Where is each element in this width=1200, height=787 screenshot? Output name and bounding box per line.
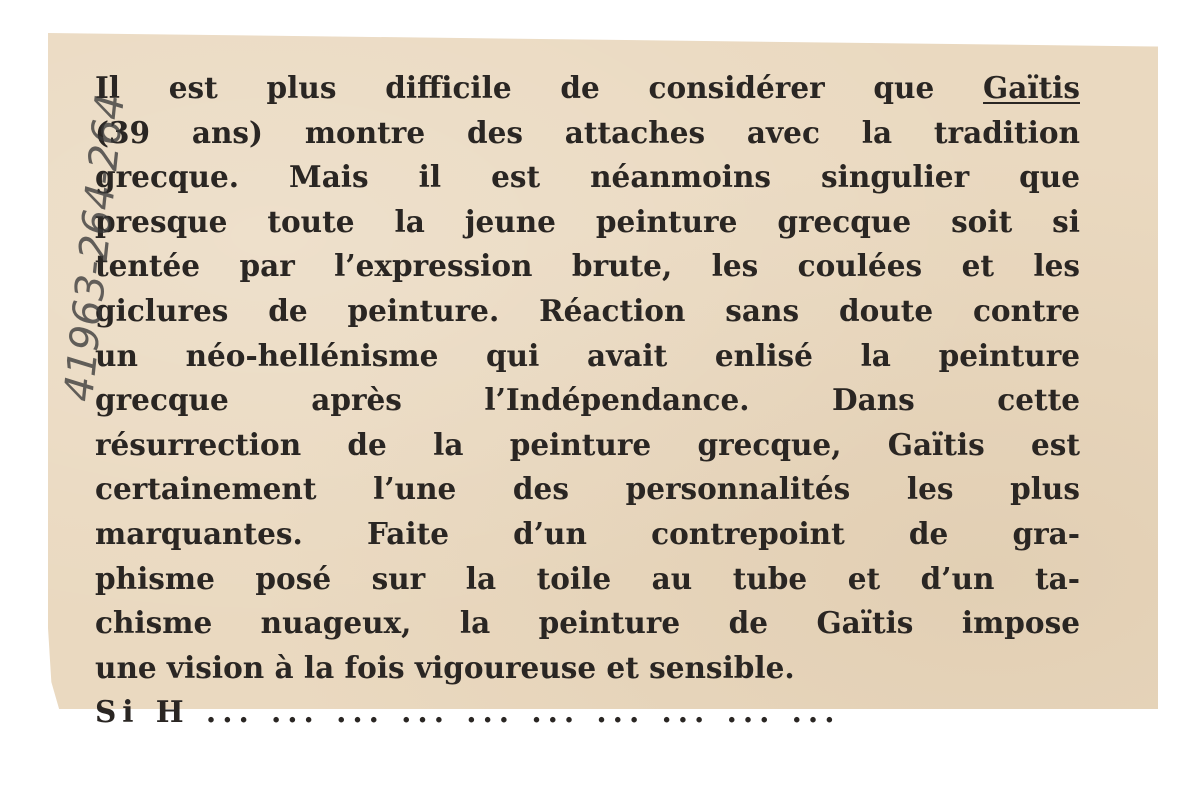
article-line-6: giclures de peinture. Réaction sans doute contre bbox=[95, 292, 1080, 328]
article-line-3: grecque. Mais il est néanmoins singulier que bbox=[95, 159, 1080, 195]
article-line-9: résurrection de la peinture grecque, Gaïtis est bbox=[95, 426, 1080, 462]
article-line-4: presque toute la jeune peinture grecque soit si bbox=[95, 203, 1080, 239]
article-line-10: certainement l’une des personnalités les plus bbox=[95, 471, 1080, 507]
article-line-14: une vision à la fois vigoureuse et sensible. bbox=[95, 649, 795, 685]
handwritten-annotation bbox=[56, 44, 135, 404]
handwritten-reference-number: 41963-264-264 bbox=[56, 91, 135, 404]
article-text bbox=[95, 66, 1080, 690]
article-line-11: marquantes. Faite d’un contrepoint de gra- bbox=[95, 515, 1080, 551]
line-1-text: Il est plus difficile de considérer que bbox=[95, 70, 984, 105]
article-line-12: phisme posé sur la toile au tube et d’un ta- bbox=[95, 560, 1080, 596]
article-line-5: tentée par l’expression brute, les coulées et les bbox=[95, 248, 1080, 284]
underlined-name: Gaïtis bbox=[983, 70, 1080, 105]
article-line-1 bbox=[95, 66, 1080, 111]
article-line-7: un néo-hellénisme qui avait enlisé la peinture bbox=[95, 337, 1080, 373]
article-line-2: (39 ans) montre des attaches avec la tradition bbox=[95, 114, 1080, 150]
article-line-13: chisme nuageux, la peinture de Gaïtis impose bbox=[95, 605, 1080, 641]
cutoff-next-line: Si H ... ... ... ... ... ... ... ... ... ... bbox=[95, 694, 841, 729]
article-line-8: grecque après l’Indépendance. Dans cette bbox=[95, 382, 1080, 418]
